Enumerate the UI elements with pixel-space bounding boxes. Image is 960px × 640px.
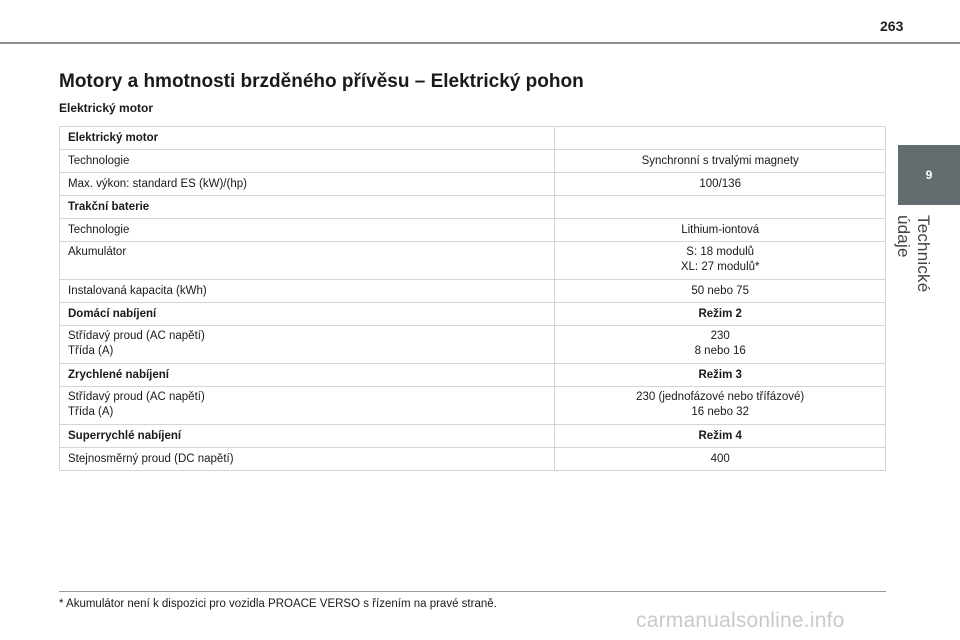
table-cell-value [555, 448, 886, 471]
footnote: * Akumulátor není k dispozici pro vozidla PROACE VERSO s řízením na pravé straně. [59, 598, 497, 610]
cell-text: 8 nebo 16 [694, 345, 746, 357]
table-cell-value [555, 196, 886, 219]
cell-text: Zrychlené nabíjení [68, 369, 169, 381]
cell-text: Střídavý proud (AC napětí) [68, 391, 205, 403]
cell-text: 230 (jednofázové nebo třífázové) [636, 391, 805, 403]
table-section-row [60, 425, 886, 448]
page-number: 263 [880, 18, 904, 34]
table-cell-label [60, 219, 555, 242]
table-row [60, 387, 886, 425]
table-cell-label [60, 150, 555, 173]
cell-text: Stejnosměrný proud (DC napětí) [68, 453, 234, 465]
section-subtitle: Elektrický motor [59, 101, 154, 115]
table-cell-label [60, 196, 555, 219]
cell-text: 230 [710, 330, 730, 342]
cell-text: Režim 3 [698, 369, 742, 381]
table-row [60, 219, 886, 242]
table-cell-value [555, 326, 886, 364]
table-cell-value [555, 425, 886, 448]
header-divider [0, 42, 960, 44]
table-cell-value [555, 150, 886, 173]
cell-text: 100/136 [699, 178, 741, 190]
cell-text: Trakční baterie [68, 201, 150, 213]
cell-text: Režim 2 [698, 308, 742, 320]
table-section-row [60, 196, 886, 219]
cell-text: Technologie [68, 224, 130, 236]
watermark: carmanualsonline.info [636, 609, 845, 632]
table-section-row [60, 127, 886, 150]
cell-text: Třída (A) [68, 406, 114, 418]
table-cell-value [555, 242, 886, 280]
footnote-divider [59, 591, 886, 592]
spec-table [59, 126, 886, 471]
table-row [60, 448, 886, 471]
table-cell-label [60, 127, 555, 150]
table-cell-label [60, 303, 555, 326]
table-section-row [60, 364, 886, 387]
table-cell-label [60, 448, 555, 471]
cell-text: Technologie [68, 155, 130, 167]
chapter-title: Technické údaje [894, 215, 933, 293]
cell-text: Akumulátor [68, 246, 127, 258]
table-cell-value [555, 280, 886, 303]
table-cell-label [60, 173, 555, 196]
cell-text: Domácí nabíjení [68, 308, 157, 320]
table-cell-value [555, 127, 886, 150]
table-cell-value [555, 303, 886, 326]
table-cell-label [60, 280, 555, 303]
cell-text: Superrychlé nabíjení [68, 430, 182, 442]
cell-text: Synchronní s trvalými magnety [641, 155, 799, 167]
table-row [60, 150, 886, 173]
table-row [60, 280, 886, 303]
cell-text: Max. výkon: standard ES (kW)/(hp) [68, 178, 247, 190]
table-cell-value [555, 387, 886, 425]
cell-text: 400 [710, 453, 730, 465]
table-cell-label [60, 364, 555, 387]
table-row [60, 326, 886, 364]
cell-text: 16 nebo 32 [691, 406, 749, 418]
cell-text: Režim 4 [698, 430, 742, 442]
chapter-tab[interactable] [898, 145, 960, 205]
table-section-row [60, 303, 886, 326]
table-cell-label [60, 242, 555, 280]
chapter-number: 9 [925, 168, 933, 182]
cell-text: Střídavý proud (AC napětí) [68, 330, 205, 342]
cell-text: XL: 27 modulů* [680, 261, 760, 273]
table-cell-label [60, 387, 555, 425]
table-cell-label [60, 425, 555, 448]
cell-text: Třída (A) [68, 345, 114, 357]
cell-text: Instalovaná kapacita (kWh) [68, 285, 207, 297]
table-cell-value [555, 219, 886, 242]
table-cell-label [60, 326, 555, 364]
table-cell-value [555, 364, 886, 387]
cell-text: 50 nebo 75 [691, 285, 749, 297]
cell-text: S: 18 modulů [686, 246, 755, 258]
cell-text: Elektrický motor [68, 132, 159, 144]
table-row [60, 242, 886, 280]
table-row [60, 173, 886, 196]
page-title: Motory a hmotnosti brzděného přívěsu – Elektrický pohon [59, 71, 584, 92]
cell-text: Lithium-iontová [681, 224, 760, 236]
table-cell-value [555, 173, 886, 196]
